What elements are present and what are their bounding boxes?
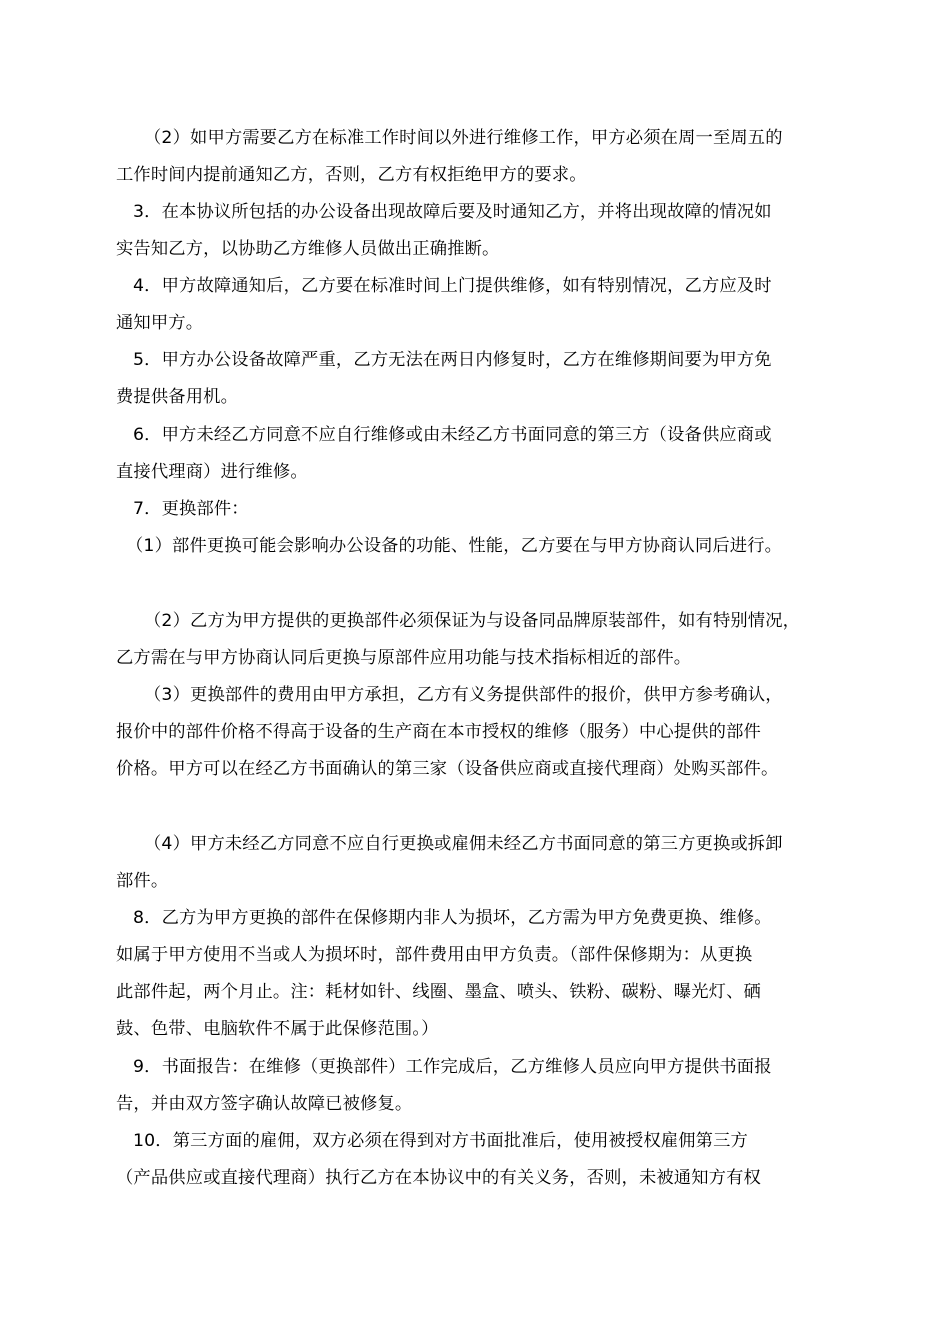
text-line: （2）乙方为甲方提供的更换部件必须保证为与设备同品牌原装部件，如有特别情况， bbox=[144, 611, 801, 631]
text-line: 通知甲方。 bbox=[116, 313, 204, 333]
text-line: 9．书面报告：在维修（更换部件）工作完成后，乙方维修人员应向甲方提供书面报 bbox=[133, 1057, 772, 1077]
text-line: 10．第三方面的雇佣，双方必须在得到对方书面批准后，使用被授权雇佣第三方 bbox=[133, 1131, 748, 1151]
text-line: 工作时间内提前通知乙方，否则，乙方有权拒绝甲方的要求。 bbox=[116, 165, 587, 185]
text-line: 直接代理商）进行维修。 bbox=[116, 462, 308, 482]
text-line: 6．甲方未经乙方同意不应自行维修或由未经乙方书面同意的第三方（设备供应商或 bbox=[133, 425, 772, 445]
text-line: 价格。甲方可以在经乙方书面确认的第三家（设备供应商或直接代理商）处购买部件。 bbox=[116, 759, 779, 779]
text-line: （4）甲方未经乙方同意不应自行更换或雇佣未经乙方书面同意的第三方更换或拆卸 bbox=[144, 834, 783, 854]
text-line: 部件。 bbox=[116, 871, 169, 891]
text-line: （产品供应或直接代理商）执行乙方在本协议中的有关义务，否则，未被通知方有权 bbox=[116, 1168, 761, 1188]
text-line: 如属于甲方使用不当或人为损坏时，部件费用由甲方负责。（部件保修期为：从更换 bbox=[116, 945, 753, 965]
text-line: 鼓、色带、电脑软件不属于此保修范围。） bbox=[116, 1019, 439, 1039]
text-line: 乙方需在与甲方协商认同后更换与原部件应用功能与技术指标相近的部件。 bbox=[116, 648, 692, 668]
text-line: 7．更换部件： bbox=[133, 499, 249, 519]
text-line: 实告知乙方，以协助乙方维修人员做出正确推断。 bbox=[116, 239, 500, 259]
text-line: （1）部件更换可能会影响办公设备的功能、性能，乙方要在与甲方协商认同后进行。 bbox=[126, 536, 783, 556]
text-line: 5．甲方办公设备故障严重，乙方无法在两日内修复时，乙方在维修期间要为甲方免 bbox=[133, 350, 772, 370]
text-line: 费提供备用机。 bbox=[116, 387, 239, 407]
text-line: 报价中的部件价格不得高于设备的生产商在本市授权的维修（服务）中心提供的部件 bbox=[116, 722, 761, 742]
text-line: 4．甲方故障通知后，乙方要在标准时间上门提供维修，如有特别情况，乙方应及时 bbox=[133, 276, 772, 296]
text-line: （3）更换部件的费用由甲方承担，乙方有义务提供部件的报价，供甲方参考确认， bbox=[144, 685, 783, 705]
text-line: 此部件起，两个月止。注：耗材如针、线圈、墨盒、喷头、铁粉、碳粉、曝光灯、硒 bbox=[116, 982, 761, 1002]
text-line: 告，并由双方签字确认故障已被修复。 bbox=[116, 1094, 413, 1114]
text-line: 3．在本协议所包括的办公设备出现故障后要及时通知乙方，并将出现故障的情况如 bbox=[133, 202, 772, 222]
text-line: 8．乙方为甲方更换的部件在保修期内非人为损坏，乙方需为甲方免费更换、维修。 bbox=[133, 908, 772, 928]
text-line: （2）如甲方需要乙方在标准工作时间以外进行维修工作，甲方必须在周一至周五的 bbox=[144, 128, 783, 148]
